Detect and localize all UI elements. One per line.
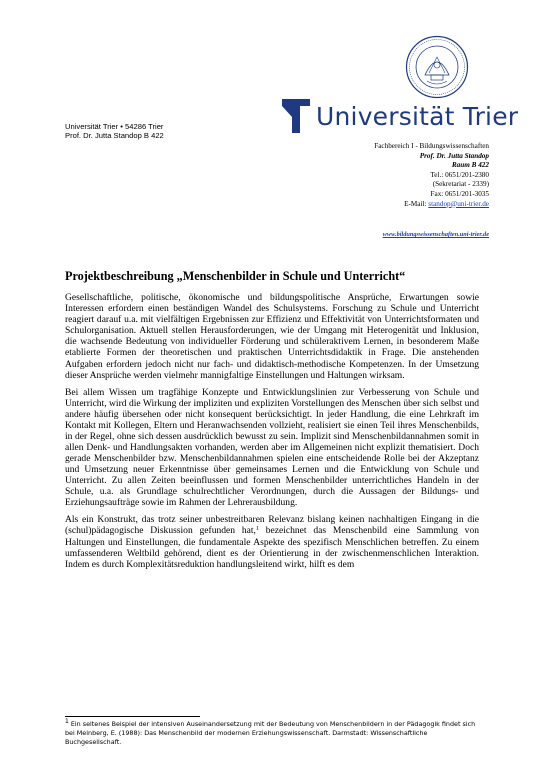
university-logo-mark-icon: [282, 99, 310, 133]
paragraph-2: Bei allem Wissen um tragfähige Konzepte und Entwicklungslinien zur Verbesserung von Schule und Unterricht, wird die Wirkung der impliziten und expliziten Vorstellungen des Menschen über sich selbst und andere häufig übersehen oder nicht konsequent berücksichtigt. In jeder Handlung, die eine Lehrkraft im Kontakt mit Kollegen, Eltern und Heranwachsenden vollzieht, realisiert sie einen Teil ihres Menschenbilds, in der Regel, ohne sich dessen ausdrücklich bewusst zu sein. Implizit sind Menschenbildannahmen somit in allen Denk- und Handlungsakten vorhanden, werden aber im Allgemeinen nicht explizit thematisiert. Doch gerade Menschenbilder bzw. Menschenbildannahmen spielen eine entscheidende Rolle bei der Akzeptanz und Umsetzung neuer Erkenntnisse über gemeinsames Lernen und die Entwicklung von Schule und Unterricht. Zu allen Zeiten beeinflussen und formen Menschenbilder unterrichtliches Handeln in der Schule, u.a. als Grundlage schulrechtlicher Verordnungen, durch die Aussagen der Bildungs- und Erziehungsaufträge sowie im Rahmen der Lehrerausbildung.: [65, 386, 479, 509]
contact-block: [374, 142, 489, 209]
email-link[interactable]: standop@uni-trier.de: [428, 199, 489, 208]
paragraph-3: [65, 514, 479, 569]
sender-line-2: Prof. Dr. Jutta Standop B 422: [65, 131, 164, 141]
footnote: [65, 720, 485, 747]
sender-line-1: Universität Trier • 54286 Trier: [65, 122, 164, 131]
university-seal: [405, 35, 469, 99]
website-row: [383, 231, 489, 238]
university-logo-text: Universität Trier: [316, 101, 519, 131]
document-title: Projektbeschreibung „Menschenbilder in Schule und Unterricht“: [65, 269, 406, 283]
contact-fax: Fax: 0651/201-3035: [430, 189, 489, 198]
contact-name: Prof. Dr. Jutta Standop: [419, 151, 489, 160]
paragraph-3-end: bezeichnet das Menschenbild eine Sammlung von Haltungen und Einstellungen, die fundamentale Aspekte des spezifisch Menschlichen betreffen. Zu einem umfassenderen Weltbild gehörend, dient es der Orientierung in der zwischenmenschlichen Interaktion. Indem es durch Komplexitätsreduktion handlungsleitend wirkt, hilft es dem: [65, 525, 480, 570]
footnote-divider: [65, 716, 200, 717]
paragraph-3-start: Als ein Konstrukt, das trotz seiner unbestreitbaren Relevanz bislang keinen nachhaltigen Eingang in die (schul)pädagogische Diskussion gefunden hat,: [65, 514, 479, 537]
department: Fachbereich I - Bildungswissenschaften: [374, 142, 489, 150]
sender-address: [65, 122, 164, 141]
document-body: [65, 292, 479, 576]
contact-secretariat: (Sekretariat - 2339): [432, 180, 489, 189]
footnote-marker: 1: [65, 718, 69, 725]
website-link[interactable]: www.bildungswissenschaften.uni-trier.de: [382, 231, 489, 238]
footnote-reference: 1: [255, 526, 259, 533]
university-logo: [282, 97, 518, 135]
paragraph-1: Gesellschaftliche, politische, ökonomische und bildungspolitische Ansprüche, Erwartungen sowie Interessen erfordern einen beständigen Wandel des Schulsystems. Forschung zu Schule und Unterricht reagiert darauf u.a. mit vielfältigen Ergebnissen zur Effizienz und Effektivität von Unterrichtsformaten und Schulorganisation. Aktuell stellen Herausforderungen, wie der Umgang mit Heterogenität und Inklusion, die wachsende Bedeutung von individueller Förderung und schüleraktivem Lernen, in besonderem Maße etablierte Formen der theoretischen und praktischen Unterrichtsdidaktik in Frage. Die anstehenden Aufgaben erfordern jedoch nicht nur fach- und didaktisch-methodische Kompetenzen. In der Umsetzung dieser Ansprüche werden vielmehr mannigfaltige Einstellungen und Haltungen wirksam.: [65, 292, 479, 381]
email-label: E-Mail:: [404, 199, 429, 208]
contact-tel: Tel.: 0651/201-2380: [430, 170, 489, 179]
footnote-text: Ein seltenes Beispiel der intensiven Auseinandersetzung mit der Bedeutung von Menschenbildern in der Pädagogik findet sich bei Meinberg, E. (1988): Das Menschenbild der modernen Erziehungswissenschaft. Darmstadt: Wissenschaftliche Buchgesellschaft.: [65, 720, 476, 746]
contact-room: Raum B 422: [451, 161, 489, 170]
contact-email-row: [374, 200, 489, 210]
